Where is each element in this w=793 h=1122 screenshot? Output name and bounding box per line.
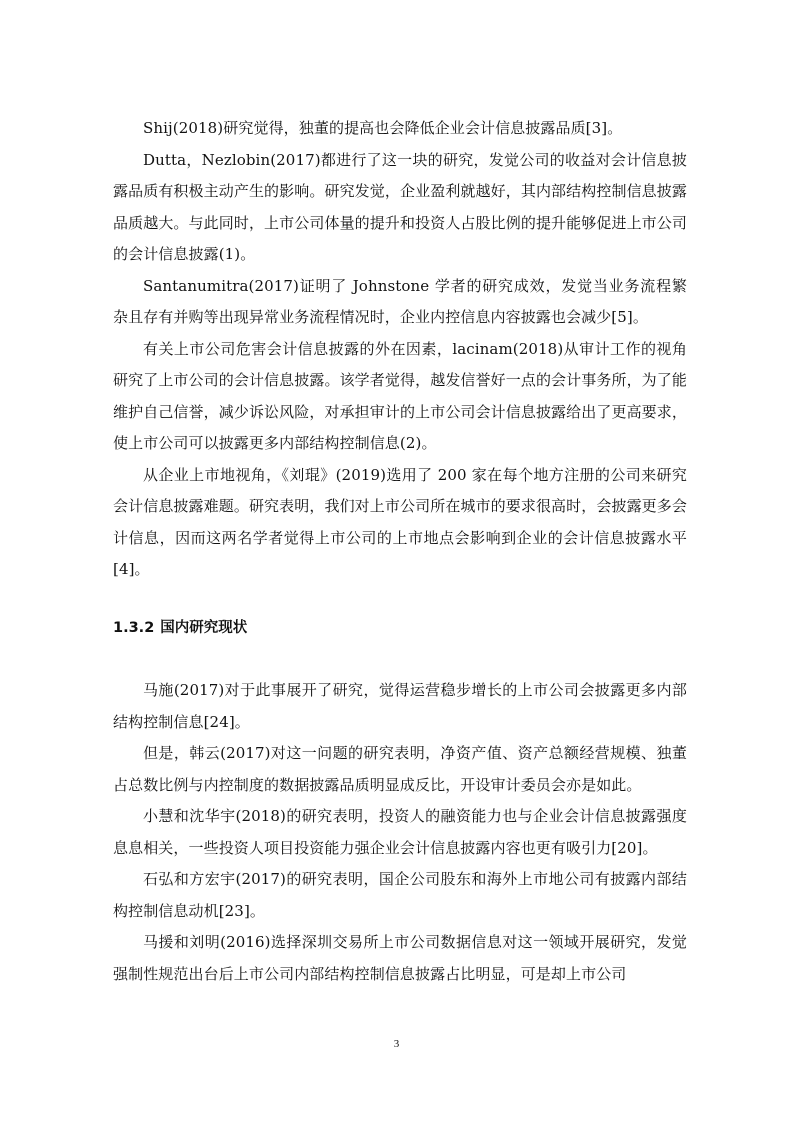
paragraph: 有关上市公司危害会计信息披露的外在因素，lacinam(2018)从审计工作的视角研究了上市公司的会计信息披露。该学者觉得，越发信誉好一点的会计事务所，为了能维护自己信誉，减少诉讼风险，对承担审计的上市公司会计信息披露给出了更高要求，使上市公司可以披露更多内部结构控制信息(2)。 <box>113 339 687 452</box>
page-number: 3 <box>393 1038 400 1050</box>
paragraph: 马援和刘明(2016)选择深圳交易所上市公司数据信息对这一领域开展研究，发觉强制性规范出台后上市公司内部结构控制信息披露占比明显，可是却上市公司 <box>113 933 687 983</box>
paragraph: 从企业上市地视角，《刘琨》(2019)选用了 200 家在每个地方注册的公司来研究会计信息披露难题。研究表明，我们对上市公司所在城市的要求很高时，会披露更多会计信息，因而这两名学者觉得上市公司的上市地点会影响到企业的会计信息披露水平[4]。 <box>113 465 687 578</box>
paragraph: Shij(2018)研究觉得，独董的提高也会降低企业会计信息披露品质[3]。 <box>143 119 623 137</box>
section-number: 1.3.2 <box>113 620 155 636</box>
paragraph: 马施(2017)对于此事展开了研究，觉得运营稳步增长的上市公司会披露更多内部结构控制信息[24]。 <box>113 681 687 731</box>
section-heading <box>113 618 247 638</box>
paragraph: 石弘和方宏宇(2017)的研究表明，国企公司股东和海外上市地公司有披露内部结构控制信息动机[23]。 <box>113 870 687 920</box>
paragraph: 但是，韩云(2017)对这一问题的研究表明，净资产值、资产总额经营规模、独董占总数比例与内控制度的数据披露品质明显成反比，开设审计委员会亦是如此。 <box>113 744 687 794</box>
paragraph: Dutta，Nezlobin(2017)都进行了这一块的研究，发觉公司的收益对会计信息披露品质有积极主动产生的影响。研究发觉，企业盈利就越好，其内部结构控制信息披露品质越大。与此同时，上市公司体量的提升和投资人占股比例的提升能够促进上市公司的会计信息披露(1)。 <box>113 150 687 263</box>
paragraph: Santanumitra(2017)证明了 Johnstone 学者的研究成效，发觉当业务流程繁杂且存有并购等出现异常业务流程情况时，企业内控信息内容披露也会减少[5]。 <box>113 276 687 326</box>
foreign-research-body <box>113 113 687 586</box>
section-title: 国内研究现状 <box>160 620 248 636</box>
domestic-research-body <box>113 675 687 990</box>
paragraph: 小慧和沈华宇(2018)的研究表明，投资人的融资能力也与企业会计信息披露强度息息相关，一些投资人项目投资能力强企业会计信息披露内容也更有吸引力[20]。 <box>113 807 687 857</box>
